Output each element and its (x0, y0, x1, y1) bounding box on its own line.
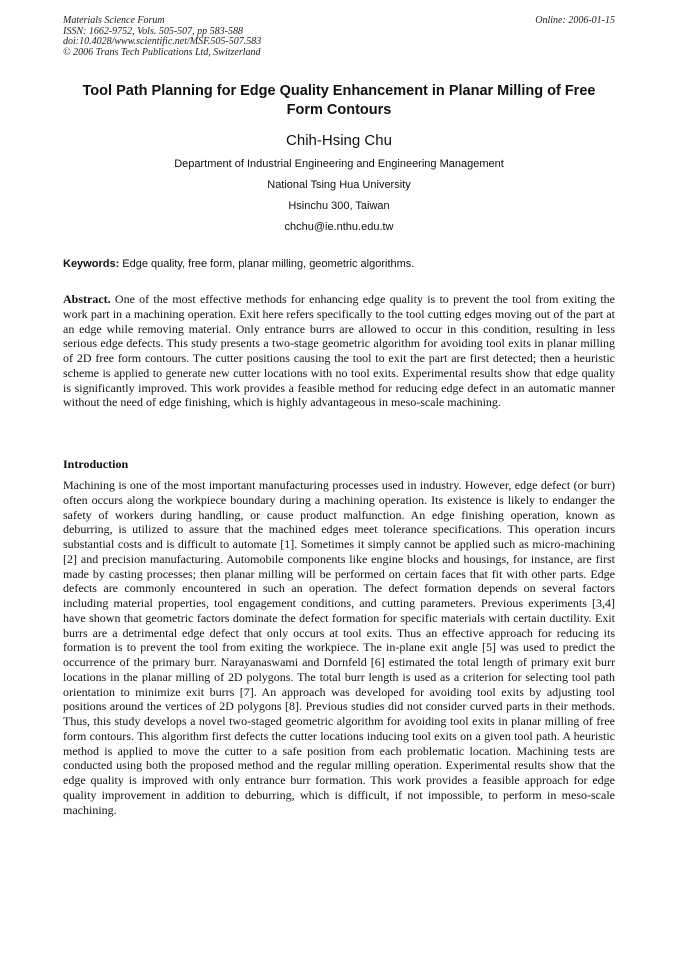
author-email: chchu@ie.nthu.edu.tw (284, 221, 394, 233)
affiliation-city: Hsinchu 300, Taiwan (288, 200, 390, 212)
copyright-line: © 2006 Trans Tech Publications Ltd, Switzerland (63, 46, 261, 58)
keywords-text: Edge quality, free form, planar milling, geometric algorithms. (119, 258, 415, 270)
doi-line: doi:10.4028/www.scientific.net/MSF.505-507.583 (63, 36, 262, 48)
keywords (63, 257, 615, 271)
paper-title: Tool Path Planning for Edge Quality Enhancement in Planar Milling of Free Form Contours (82, 83, 596, 118)
journal-header (63, 16, 261, 58)
abstract-text: One of the most effective methods for enhancing edge quality is to prevent the tool from exiting the work part in a machining operation. Exit here refers specifically to the tool cutting edges moving out of the part at an edge while removing material. Only entrance burrs are allowed to occur in this condition, resulting in less serious edge defects. This study presents a two-stage geometric algorithm for avoiding tool exits in planar milling of 2D free form contours. The cutter positions causing the tool to exit the part are first detected; then a heuristic scheme is applied to generate new cutter locations with no tool exits. Experimental results show that edge quality is significantly improved. This work provides a feasible method for reducing edge defect in an automatic manner without the need of edge finishing, which is highly advantageous in meso-scale machining. (63, 292, 615, 410)
abstract-label: Abstract. (63, 292, 111, 306)
affiliation-department: Department of Industrial Engineering and Engineering Management (174, 158, 504, 170)
abstract (63, 292, 615, 410)
introduction-heading: Introduction (63, 457, 129, 471)
keywords-label: Keywords: (63, 258, 120, 270)
online-date: Online: 2006-01-15 (535, 15, 615, 26)
issn-line: ISSN: 1662-9752, Vols. 505-507, pp 583-588 (63, 25, 243, 37)
affiliation-university: National Tsing Hua University (267, 179, 411, 191)
introduction-text: Machining is one of the most important manufacturing processes used in industry. However, edge defect (or burr) often occurs along the workpiece boundary during a machining operation. Its existence is likely to endanger the safety of workers during handling, or cause product malfunction. An edge finishing operation, known as deburring, is utilized to assure that the machined edges meet tolerance specifications. This operation incurs substantial costs and is difficult to automate [1]. Sometimes it simply cannot be applied such as micro-machining [2] and precision manufacturing. Automobile components like engine blocks and housings, for instance, are first made by casting processes; then planar milling will be performed on certain faces that fit with other parts. Edge defects are commonly encountered in such an operation. The defect formation depends on several factors including material properties, tool engagement conditions, and cutting parameters. Previous experiments [3,4] have shown that geometric factors dominate the defect formation for specific materials with certain ductility. Exit burrs are a detrimental edge defect that only occurs at tool exits. Thus an effective approach for reducing its formation is to prevent the tool from exiting the workpiece. The in-plane exit angle [5] was used to predict the occurrence of the primary burr. Narayanaswami and Dornfeld [6] estimated the total length of primary exit burr locations in the planar milling of 2D polygons. The total burr length is used as a criterion for selecting tool path orientation to minimize exit burrs [7]. An approach was developed for avoiding tool exits by adjusting tool positions around the vertices of 2D polygons [8]. Previous studies did not consider curved parts in their methods. Thus, this study develops a novel two-staged geometric algorithm for avoiding tool exits in planar milling of free form contours. This algorithm first defects the cutter locations inducing tool exits on a given tool path. A heuristic method is applied to move the cutter to a safe position from each problematic location. Machining tests are conducted using both the proposed method and the regular milling operation. Experimental results show that the edge quality is improved with only entrance burr formation. This work provides a feasible approach for edge quality improvement in addition to deburring, which is difficult, if not impossible, to perform in meso-scale machining. (63, 478, 615, 817)
journal-name: Materials Science Forum (63, 15, 165, 26)
author-name: Chih-Hsing Chu (286, 132, 392, 149)
